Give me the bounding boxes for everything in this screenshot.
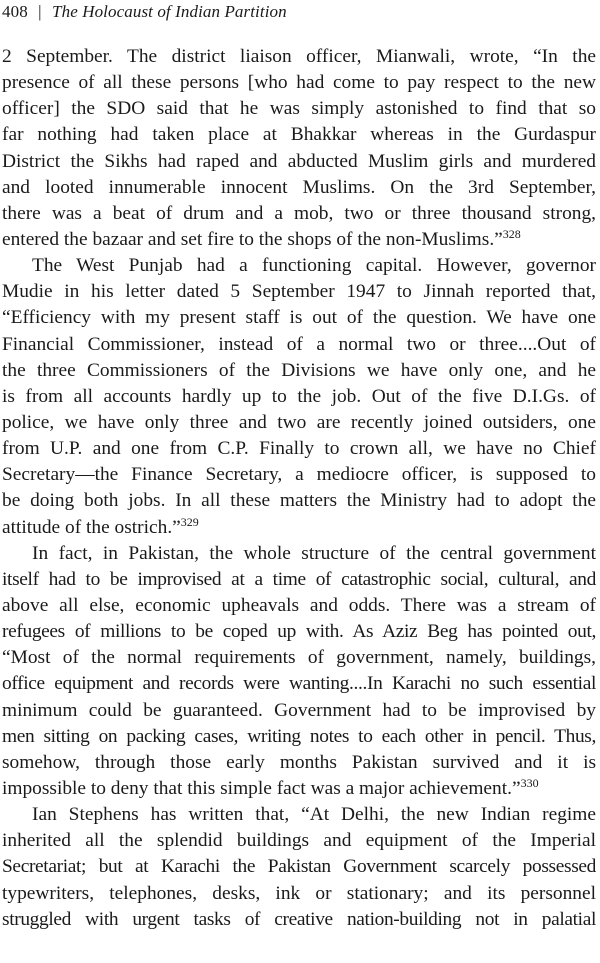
text-line: office equipment and records were wanting....In Karachi no such essential (2, 673, 596, 695)
text-line: inherited all the splendid buildings and equipment of the Imperial (2, 830, 596, 852)
text-line: be doing both jobs. In all these matters the Ministry had to adopt the (2, 490, 596, 512)
text-line-content: impossible to deny that this simple fact was a major achievement.” (2, 777, 521, 799)
text-line: presence of all these persons [who had come to pay respect to the new (2, 72, 596, 94)
text-line: District the Sikhs had raped and abducted Muslim girls and murdered (2, 150, 596, 172)
text-line: above all else, economic upheavals and odds. There was a stream of (2, 594, 596, 616)
text-line: The West Punjab had a functioning capital. However, governor (32, 255, 596, 277)
footnote-marker: 329 (180, 514, 199, 529)
paragraph-4 (2, 802, 596, 933)
text-line: far nothing had taken place at Bhakkar whereas in the Gurdaspur (2, 124, 596, 146)
footnote-marker: 328 (502, 226, 521, 241)
text-line: typewriters, telephones, desks, ink or stationary; and its personnel (2, 882, 596, 904)
running-header (2, 2, 287, 22)
text-line-content: attitude of the ostrich.” (2, 516, 181, 538)
text-line: Secretariat; but at Karachi the Pakistan Government scarcely possessed (2, 856, 596, 878)
text-line: itself had to be improvised at a time of catastrophic social, cultural, and (2, 568, 596, 590)
text-line: Financial Commissioner, instead of a normal two or three....Out of (2, 333, 596, 355)
text-line: and looted innumerable innocent Muslims. On the 3rd September, (2, 176, 596, 198)
page-number: 408 (2, 2, 28, 21)
paragraph-2 (2, 253, 596, 541)
text-line: “Efficiency with my present staff is out of the question. We have one (2, 307, 596, 329)
text-line: “Most of the normal requirements of government, namely, buildings, (2, 647, 596, 669)
footnote-marker: 330 (520, 775, 539, 790)
text-line: men sitting on packing cases, writing notes to each other in pencil. Thus, (2, 725, 596, 747)
text-line: there was a beat of drum and a mob, two or three thousand strong, (2, 202, 596, 224)
paragraph-1 (2, 44, 596, 253)
text-line: police, we have only three and two are recently joined outsiders, one (2, 411, 596, 433)
text-line: from U.P. and one from C.P. Finally to crown all, we have no Chief (2, 438, 596, 460)
paragraph-3 (2, 541, 596, 802)
text-line: is from all accounts hardly up to the job. Out of the five D.I.Gs. of (2, 385, 596, 407)
header-separator: | (38, 2, 42, 21)
text-line (2, 776, 596, 802)
book-title: The Holocaust of Indian Partition (52, 2, 287, 21)
text-line: Secretary—the Finance Secretary, a mediocre officer, is supposed to (2, 464, 596, 486)
text-line: officer] the SDO said that he was simply astonished to find that so (2, 98, 596, 120)
text-line (2, 515, 596, 541)
text-line: 2 September. The district liaison officer, Mianwali, wrote, “In the (2, 46, 596, 67)
text-line: refugees of millions to be coped up with. As Aziz Beg has pointed out, (2, 621, 596, 643)
text-line (2, 227, 596, 253)
text-line: struggled with urgent tasks of creative nation-building not in palatial (2, 908, 596, 930)
text-line: somehow, through those early months Pakistan survived and it is (2, 751, 596, 773)
text-line: minimum could be guaranteed. Government had to be improvised by (2, 699, 596, 721)
text-line: Mudie in his letter dated 5 September 1947 to Jinnah reported that, (2, 281, 596, 303)
text-line: the three Commissioners of the Divisions we have only one, and he (2, 359, 596, 381)
text-line: In fact, in Pakistan, the whole structure of the central government (32, 542, 596, 564)
text-line: Ian Stephens has written that, “At Delhi, the new Indian regime (32, 804, 596, 826)
text-line-content: entered the bazaar and set fire to the shops of the non-Muslims.” (2, 228, 503, 250)
body-text (2, 44, 596, 933)
